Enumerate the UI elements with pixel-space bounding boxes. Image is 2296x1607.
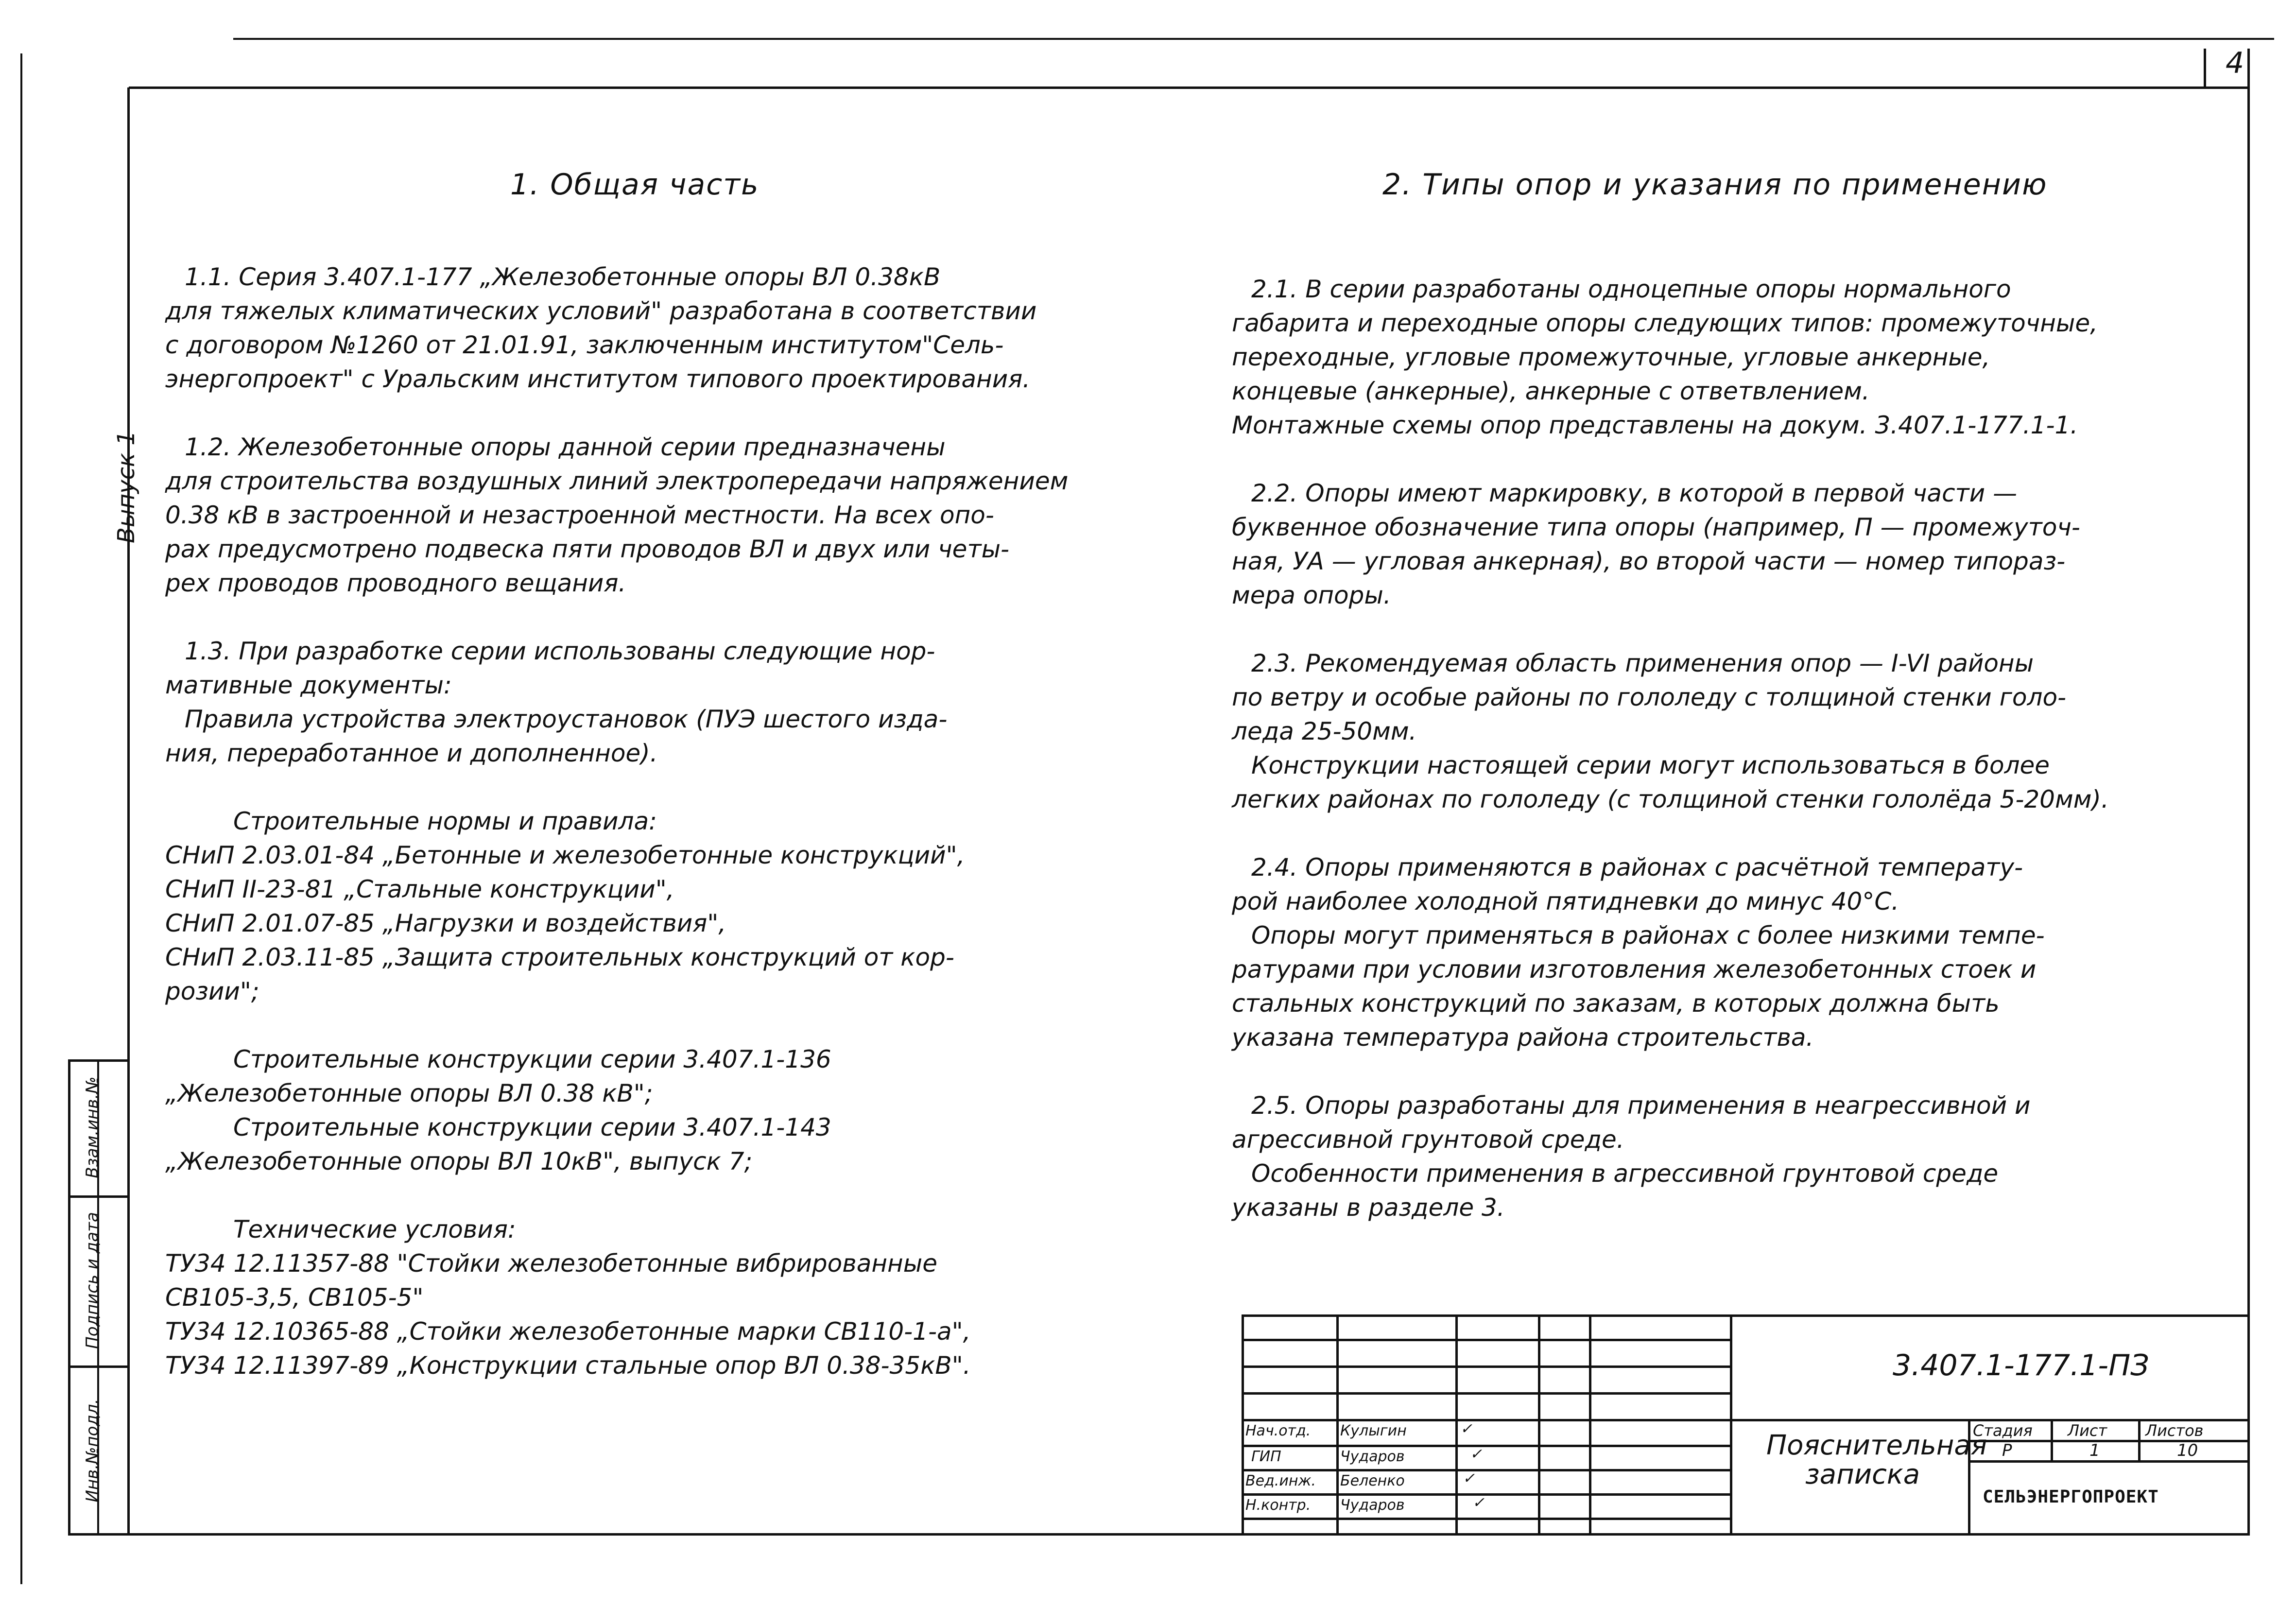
staff-name: Чударов	[1340, 1497, 1405, 1514]
document-subtitle: записка	[1805, 1459, 1920, 1490]
tb-row3	[1242, 1392, 1730, 1395]
text-line: рой наиболее холодной пятидневки до минус 40°С.	[1232, 887, 1899, 916]
text-line: ния, переработанное и дополненное).	[165, 739, 658, 767]
sheet-number-box-left	[2204, 49, 2206, 88]
stage-header: Стадия	[1973, 1421, 2033, 1440]
tb-row5	[1242, 1445, 1730, 1447]
signature-icon: ✓	[1472, 1494, 1485, 1511]
tb-col1	[1336, 1314, 1339, 1536]
text-line: Правила устройства электроустановок (ПУЭ шестого изда-	[185, 705, 948, 733]
text-line: рех проводов проводного вещания.	[165, 569, 626, 597]
text-line: 2.1. В серии разработаны одноцепные опоры нормального	[1251, 275, 2011, 303]
staff-name: Беленко	[1340, 1472, 1405, 1489]
text-line: стальных конструкций по заказам, в которых должна быть	[1232, 989, 2000, 1018]
tb-col8	[2138, 1419, 2141, 1462]
text-line: 1.3. При разработке серии использованы следующие нор-	[185, 637, 935, 665]
text-line: концевые (анкерные), анкерные с ответвлением.	[1232, 377, 1870, 405]
text-line: 2.2. Опоры имеют маркировку, в которой в первой части —	[1251, 479, 2018, 507]
section-1-body	[165, 260, 1161, 1382]
text-line: ТУ34 12.10365-88 „Стойки железобетонные марки СВ110-1-а",	[165, 1317, 971, 1346]
text-line	[165, 1178, 1161, 1212]
signature-icon: ✓	[1460, 1420, 1473, 1437]
text-line: буквенное обозначение типа опоры (например, П — промежуточ-	[1232, 513, 2080, 541]
sheets-header: Листов	[2145, 1421, 2204, 1440]
sheet-header: Лист	[2068, 1421, 2107, 1440]
text-line: СВ105-3,5, СВ105-5"	[165, 1283, 424, 1312]
text-line: агрессивной грунтовой среде.	[1232, 1125, 1624, 1154]
section-2-heading: 2. Типы опор и указания по применению	[1382, 168, 2048, 202]
text-line: СНиП 2.03.11-85 „Защита строительных конструкций от кор-	[165, 943, 954, 971]
tb-row1	[1242, 1339, 1730, 1341]
text-line: ТУ34 12.11357-88 "Стойки железобетонные вибрированные	[165, 1249, 937, 1278]
text-line: 2.3. Рекомендуемая область применения опор — I-VI районы	[1251, 649, 2034, 677]
text-line: переходные, угловые промежуточные, угловые анкерные,	[1232, 343, 1990, 371]
text-line: указаны в разделе 3.	[1232, 1193, 1505, 1222]
text-line: по ветру и особые районы по гололеду с толщиной стенки голо-	[1232, 683, 2067, 711]
signature-icon: ✓	[1470, 1446, 1483, 1463]
text-line: Особенности применения в агрессивной грунтовой среде	[1251, 1159, 1999, 1188]
section-1-heading: 1. Общая часть	[510, 168, 760, 202]
tb-row7	[1242, 1493, 1730, 1496]
text-line	[1232, 1054, 2243, 1089]
text-line: 1.1. Серия 3.407.1-177 „Железобетонные опоры ВЛ 0.38кВ	[185, 263, 941, 291]
sheet-number: 4	[2226, 46, 2244, 80]
text-line	[1232, 816, 2243, 850]
text-line: 2.4. Опоры применяются в районах с расчётной температу-	[1251, 853, 2023, 881]
tb-col7	[2051, 1419, 2053, 1462]
tb-top	[1242, 1314, 2250, 1317]
margin-field-replacement: Взам.инв.№	[83, 1076, 102, 1178]
text-line	[165, 396, 1161, 430]
text-line: 0.38 кВ в застроенной и незастроенной местности. На всех опо-	[165, 501, 994, 529]
text-line: розии";	[165, 977, 259, 1005]
tb-row6	[1242, 1469, 1730, 1471]
document-code: 3.407.1-177.1-ПЗ	[1893, 1348, 2149, 1382]
tb-col3	[1538, 1314, 1540, 1536]
text-line: Строительные нормы и правила:	[233, 807, 657, 835]
text-line: с договором №1260 от 21.01.91, заключенным институтом"Сель-	[165, 331, 1004, 359]
text-line	[1232, 442, 2243, 476]
text-line: ТУ34 12.11397-89 „Конструкции стальные опор ВЛ 0.38-35кВ".	[165, 1351, 971, 1380]
text-line: Конструкции настоящей серии могут использоваться в более	[1251, 751, 2050, 779]
text-line: ная, УА — угловая анкерная), во второй части — номер типораз-	[1232, 547, 2066, 575]
document-title: Пояснительная	[1766, 1430, 1987, 1461]
staff-role: ГИП	[1251, 1448, 1281, 1465]
text-line: СНиП 2.01.07-85 „Нагрузки и воздействия",	[165, 909, 726, 937]
staff-name: Кулыгин	[1340, 1422, 1407, 1439]
text-line: габарита и переходные опоры следующих типов: промежуточные,	[1232, 309, 2098, 337]
staff-role: Нач.отд.	[1245, 1422, 1311, 1439]
tb-row2	[1242, 1365, 1730, 1368]
text-line: мера опоры.	[1232, 581, 1391, 609]
text-line	[165, 600, 1161, 634]
tb-left	[1242, 1314, 1244, 1536]
text-line: легких районах по гололеду (с толщиной стенки гололёда 5-20мм).	[1232, 785, 2109, 813]
text-line: СНиП II-23-81 „Стальные конструкции",	[165, 875, 674, 903]
margin-strip-div2	[68, 1365, 129, 1368]
signature-icon: ✓	[1463, 1470, 1475, 1487]
sheets-value: 10	[2177, 1441, 2198, 1460]
stage-value: Р	[2002, 1441, 2012, 1460]
tb-row-stage-bot	[1968, 1460, 2250, 1463]
text-line: ратурами при условии изготовления железобетонных стоек и	[1232, 955, 2037, 984]
text-line: СНиП 2.03.01-84 „Бетонные и железобетонные конструкций",	[165, 841, 965, 869]
title-block	[1242, 1314, 2250, 1536]
staff-name: Чударов	[1340, 1448, 1405, 1465]
text-line: для строительства воздушных линий электропередачи напряжением	[165, 467, 1069, 495]
text-line: Строительные конструкции серии 3.407.1-143	[233, 1113, 831, 1141]
section-2-body	[1232, 272, 2243, 1225]
text-line: Технические условия:	[233, 1215, 516, 1244]
margin-field-signature: Подпись и дата	[83, 1212, 102, 1349]
text-line: для тяжелых климатических условий" разработана в соответствии	[165, 297, 1037, 325]
text-line	[165, 770, 1161, 804]
text-line: мативные документы:	[165, 671, 452, 699]
frame-top	[129, 86, 2250, 89]
tb-col4	[1589, 1314, 1591, 1536]
margin-strip-left	[68, 1059, 70, 1536]
text-line: рах предусмотрено подвеска пяти проводов ВЛ и двух или четы-	[165, 535, 1010, 563]
text-line: „Железобетонные опоры ВЛ 0.38 кВ";	[165, 1079, 653, 1107]
tb-col5	[1730, 1314, 1732, 1536]
text-line	[165, 1008, 1161, 1042]
margin-field-inventory: Инв.№подл.	[83, 1399, 102, 1503]
frame-right	[2247, 49, 2250, 1536]
organization: СЕЛЬЭНЕРГОПРОЕКТ	[1983, 1487, 2159, 1507]
text-line: 2.5. Опоры разработаны для применения в неагрессивной и	[1251, 1091, 2031, 1120]
staff-role: Вед.инж.	[1245, 1472, 1316, 1489]
sheet-value: 1	[2089, 1441, 2100, 1460]
text-line: энергопроект" с Уральским институтом типового проектирования.	[165, 365, 1031, 393]
text-line: „Железобетонные опоры ВЛ 10кВ", выпуск 7;	[165, 1147, 753, 1175]
tb-col2	[1455, 1314, 1458, 1536]
text-line: леда 25-50мм.	[1232, 717, 1417, 745]
text-line: указана температура района строительства.	[1232, 1023, 1814, 1052]
staff-role: Н.контр.	[1245, 1497, 1311, 1514]
text-line: Монтажные схемы опор представлены на докум. 3.407.1-177.1-1.	[1232, 411, 2078, 439]
frame-left	[127, 87, 130, 1536]
top-rule	[233, 38, 2274, 40]
text-line: Опоры могут применяться в районах с более низкими темпе-	[1251, 921, 2045, 950]
text-line: 1.2. Железобетонные опоры данной серии предназначены	[185, 433, 946, 461]
binding-edge	[20, 53, 22, 1584]
tb-row8	[1242, 1518, 1730, 1520]
issue-label: Выпуск 1	[113, 431, 140, 543]
text-line	[1232, 612, 2243, 646]
text-line: Строительные конструкции серии 3.407.1-136	[233, 1045, 831, 1073]
